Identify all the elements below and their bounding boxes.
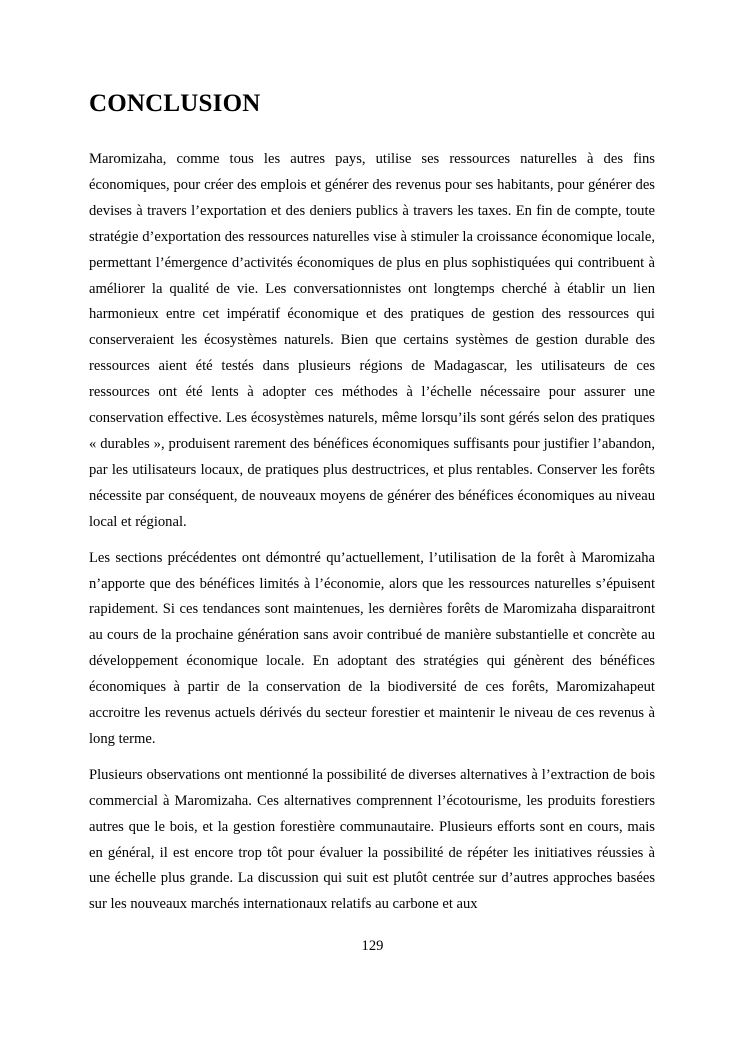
body-text — [89, 147, 655, 928]
page-number: 129 — [361, 938, 384, 954]
paragraph: Les sections précédentes ont démontré qu’actuellement, l’utilisation de la forêt à Maromizaha n’apporte que des bénéfices limités à l’économie, alors que les ressources naturelles s’épuisent rapidement. Si ces tendances sont maintenues, les dernières forêts de Maromizaha disparaitront au cours de la prochaine génération sans avoir contribué de manière substantielle et concrète au développement économique locale. En adoptant des stratégies qui génèrent des bénéfices économiques à partir de la conservation de la biodiversité de ces forêts, Maromizahapeut accroitre les revenus actuels dérivés du secteur forestier et maintenir le niveau de ces revenus à long terme. — [89, 549, 655, 747]
paragraph: Plusieurs observations ont mentionné la possibilité de diverses alternatives à l’extraction de bois commercial à Maromizaha. Ces alternatives comprennent l’écotourisme, les produits forestiers autres que le bois, et la gestion forestière communautaire. Plusieurs efforts sont en cours, mais en général, il est encore trop tôt pour évaluer la possibilité de répéter les initiatives réussies à une échelle plus grande. La discussion qui suit est plutôt centrée sur d’autres approches basées sur les nouveaux marchés internationaux relatifs au carbone et aux — [89, 766, 655, 913]
paragraph: Maromizaha, comme tous les autres pays, utilise ses ressources naturelles à des fins économiques, pour créer des emplois et générer des revenus pour ses habitants, pour générer des devises à travers l’exportation et des deniers publics à travers les taxes. En fin de compte, toute stratégie d’exportation des ressources naturelles vise à stimuler la croissance économique locale, permettant l’émergence d’activités économiques de plus en plus sophistiquées qui contribuent à améliorer la qualité de vie. Les conversationnistes ont longtemps cherché à établir un lien harmonieux entre cet impératif économique et des pratiques de gestion des ressources qui conserveraient les écosystèmes naturels. Bien que certains systèmes de gestion durable des ressources aient été testés dans plusieurs régions de Madagascar, les utilisateurs de ces ressources ont été lents à adopter ces méthodes à l’échelle nécessaire pour assurer une conservation effective. Les écosystèmes naturels, même lorsqu’ils sont gérés selon des pratiques « durables », produisent rarement des bénéfices économiques suffisants pour justifier l’abandon, par les utilisateurs locaux, de pratiques plus destructrices, et plus rentables. Conserver les forêts nécessite par conséquent, de nouveaux moyens de générer des bénéfices économiques au niveau local et régional. — [89, 151, 655, 530]
page-title: CONCLUSION — [89, 90, 261, 117]
